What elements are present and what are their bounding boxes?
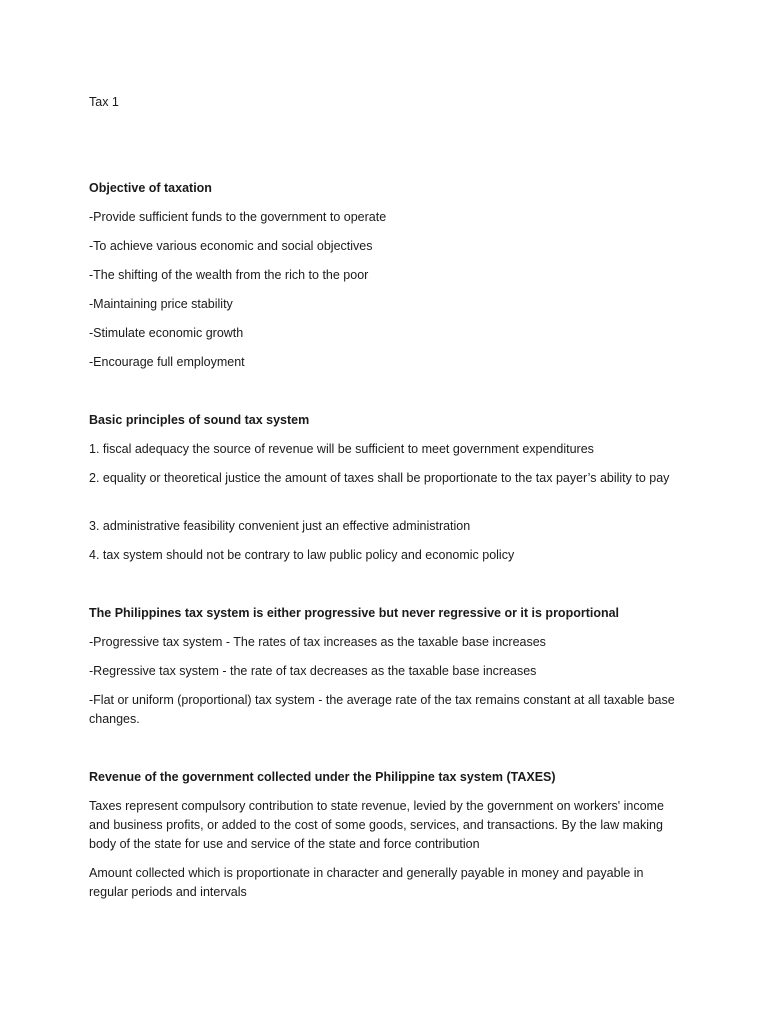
list-item: 4. tax system should not be contrary to law public policy and economic policy [89, 548, 515, 562]
list-item: -The shifting of the wealth from the rich to the poor [89, 268, 369, 282]
paragraph: Taxes represent compulsory contribution to state revenue, levied by the government on workers' income and business profits, or added to the cost of some goods, services, and transactions. By the law making body of the state for use and service of the state and force contribution [89, 799, 664, 851]
list-item: -Flat or uniform (proportional) tax system - the average rate of the tax remains constant at all taxable base changes. [89, 693, 675, 726]
list-item: -To achieve various economic and social objectives [89, 239, 373, 253]
document-title: Tax 1 [89, 95, 119, 109]
section-heading-philippines-tax-system: The Philippines tax system is either progressive but never regressive or it is proportional [89, 606, 620, 620]
section-heading-objective: Objective of taxation [89, 181, 212, 195]
section-heading-principles: Basic principles of sound tax system [89, 413, 310, 427]
section-heading-revenue: Revenue of the government collected under the Philippine tax system (TAXES) [89, 770, 556, 784]
list-item: 1. fiscal adequacy the source of revenue will be sufficient to meet government expenditures [89, 442, 594, 456]
list-item: -Progressive tax system - The rates of tax increases as the taxable base increases [89, 635, 546, 649]
list-item: 3. administrative feasibility convenient just an effective administration [89, 519, 471, 533]
list-item: 2. equality or theoretical justice the amount of taxes shall be proportionate to the tax payer’s ability to pay [89, 471, 670, 485]
list-item: -Regressive tax system - the rate of tax decreases as the taxable base increases [89, 664, 537, 678]
list-item: -Maintaining price stability [89, 297, 233, 311]
paragraph: Amount collected which is proportionate in character and generally payable in money and payable in regular periods and intervals [89, 866, 644, 899]
list-item: -Stimulate economic growth [89, 326, 244, 340]
list-item: -Encourage full employment [89, 355, 245, 369]
list-item: -Provide sufficient funds to the government to operate [89, 210, 387, 224]
